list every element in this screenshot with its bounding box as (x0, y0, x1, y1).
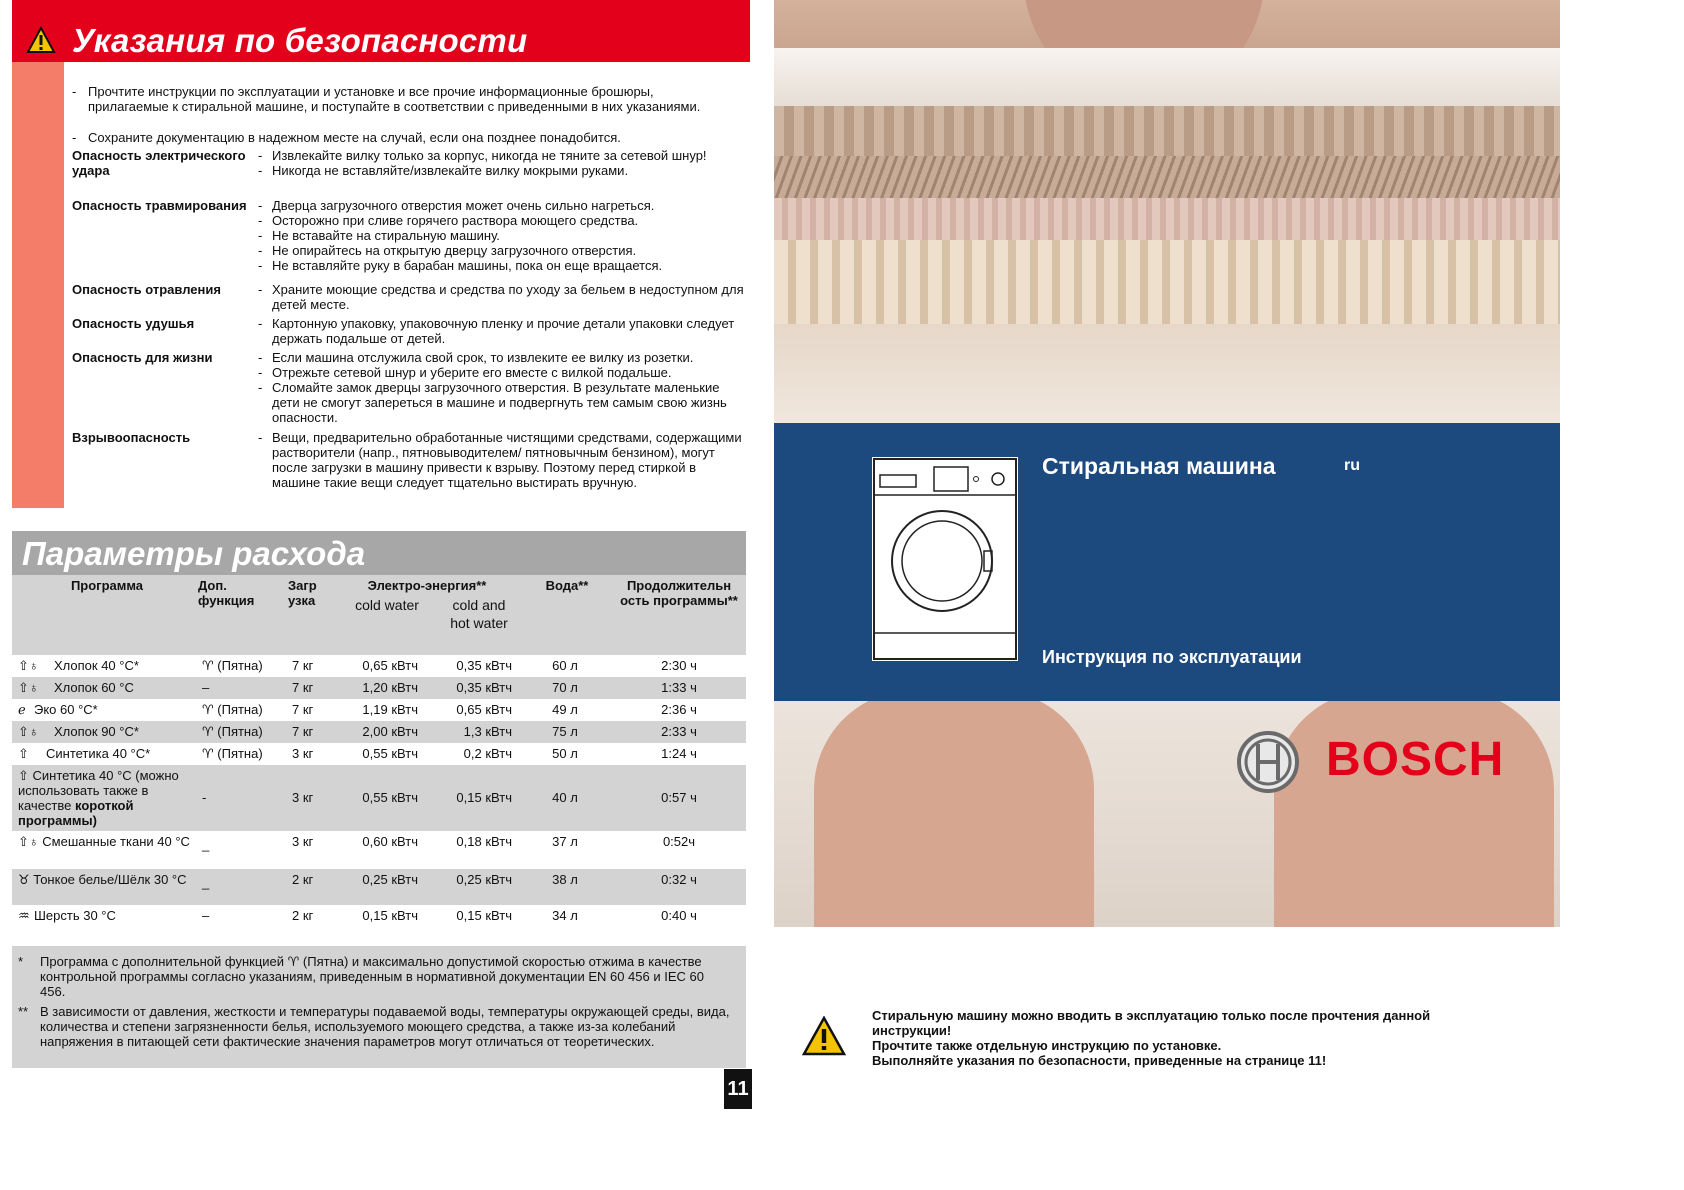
program-icon: ⇧ (18, 768, 29, 783)
right-hand (1274, 690, 1554, 927)
hazard-item: - Если машина отслужила свой срок, то извлеките ее вилку из розетки. (258, 350, 694, 365)
table-row: ⇧♁ Смешанные ткани 40 °C _ 3 кг 0,60 кВтч 0,18 кВтч 37 л 0:52ч (18, 834, 696, 852)
table-row: ♉ Тонкое белье/Шёлк 30 °C _ 2 кг 0,25 кВтч 0,25 кВтч 38 л 0:32 ч (12, 869, 746, 905)
hazard-item: - Отрежьте сетевой шнур и уберите его вместе с вилкой подальше. (258, 365, 672, 380)
table-row: ⇧♁ Хлопок 40 °C* ♈ (Пятна) 7 кг 0,65 кВтч 0,35 кВтч 60 л 2:30 ч (18, 658, 697, 673)
cover-subtitle: Инструкция по эксплуатации (1042, 647, 1302, 667)
hazard-item: - Не вставляйте руку в барабан машины, пока он еще вращается. (258, 258, 663, 273)
towel-layer (774, 106, 1560, 156)
hazard-item: - Никогда не вставляйте/извлекайте вилку мокрыми руками. (258, 163, 629, 178)
table-row: ℯ Эко 60 °C* ♈ (Пятна) 7 кг 1,19 кВтч 0,65 кВтч 49 л 2:36 ч (18, 702, 697, 717)
bosch-armature-icon (1236, 730, 1300, 794)
table-header (12, 575, 746, 655)
hazard-item: - Извлекайте вилку только за корпус, никогда не тяните за сетевой шнур! (258, 148, 707, 163)
washing-machine-illustration (870, 455, 1020, 663)
table-row: ⇧ Синтетика 40 °C* ♈ (Пятна) 3 кг 0,55 кВтч 0,2 кВтч 50 л 1:24 ч (18, 746, 697, 761)
table-row: ⇧♁ Хлопок 60 °C – 7 кг 1,20 кВтч 0,35 кВтч 70 л 1:33 ч (12, 677, 746, 699)
hazard-item: - Не вставайте на стиральную машину. (258, 228, 500, 243)
table-row: ♒ Шерсть 30 °C – 2 кг 0,15 кВтч 0,15 кВтч 34 л 0:40 ч (18, 908, 697, 923)
th-extra: Доп. функция (198, 578, 255, 608)
cover-note: Стиральную машину можно вводить в эксплуатацию только после прочтения данной инструкции! Прочтите также отдельную инструкцию по установке. Выполняйте указания по безопасности, приведенные на странице 11! (872, 1008, 1431, 1068)
safety-sidebar (12, 62, 64, 508)
hazard-item: - Вещи, предварительно обработанные чистящими средствами, содержащими растворители (напр., пятновыводителем/ пятновычным бензином), могут после загрузки в машину привести к взрыву. Поэтому перед стиркой в машине такие вещи следует тщательно выстирать вручную. (258, 430, 742, 490)
brand-name: BOSCH (1326, 733, 1505, 786)
table-row: ⇧♁ Хлопок 90 °C* ♈ (Пятна) 7 кг 2,00 кВтч 1,3 кВтч 75 л 2:33 ч (12, 721, 746, 743)
bosch-logo (1236, 730, 1526, 794)
th-duration: Продолжительн ость программы** (620, 578, 738, 608)
towel-layer (774, 48, 1560, 108)
safety-header (12, 0, 750, 62)
th-load: Загр узка (288, 578, 317, 608)
left-hand (814, 690, 1094, 927)
table-row: ⇧ Синтетика 40 °C (можно использовать также в качестве короткой программы) - 3 кг 0,55 кВтч 0,15 кВтч 40 л 0:57 ч (12, 765, 746, 831)
hazard-item: - Сломайте замок дверцы загрузочного отверстия. В результате маленькие дети не смогут запереться в машине и подвергнуть тем самым свою жизнь опасности. (258, 380, 727, 425)
hazard-item: - Не опирайтесь на открытую дверцу загрузочного отверстия. (258, 243, 637, 258)
washing-machine-icon (872, 457, 1018, 661)
params-title: Параметры расхода (22, 535, 366, 572)
th-coldhot: cold and hot water (450, 597, 508, 631)
towel-layer (774, 240, 1560, 324)
hazard-item: - Картонную упаковку, упаковочную пленку и прочие детали упаковки следует держать подальше от детей. (258, 316, 735, 346)
program-icon: ⇧ (18, 746, 29, 761)
program-icon: ⇧♁ (18, 724, 39, 739)
page-number: 11 (724, 1069, 752, 1109)
safety-title: Указания по безопасности (72, 22, 528, 59)
th-program: Программа (70, 578, 144, 593)
cover-title: Стиральная машина (1042, 453, 1276, 479)
cover-band (774, 423, 1560, 701)
language-code: ru (1344, 457, 1360, 474)
program-icon: ⇧♁ (18, 680, 39, 695)
towel-layer (774, 324, 1560, 423)
th-water: Вода** (545, 578, 589, 593)
towel-layer (774, 198, 1560, 240)
hazard-item: - Осторожно при сливе горячего раствора моющего средства. (258, 213, 639, 228)
towel-layer (774, 156, 1560, 198)
program-icon: ⇧♁ (18, 658, 39, 673)
hazard-item: - Храните моющие средства и средства по уходу за бельем в недоступном для детей месте. (258, 282, 744, 312)
footnote: * Программа с дополнительной функцией ♈ (Пятна) и максимально допустимой скоростью отжима в качестве контрольной программы согласно указаниям, приведенным в нормативной документации EN 60 456 и IEC 60 456. (18, 954, 704, 999)
footnote: ** В зависимости от давления, жесткости и температуры подаваемой воды, температуры окружающей среды, вида, количества и степени загрязненности белья, используемого моющего средства, а также из-за колебаний напряжения в питающей сети фактические значения параметров могут отличаться от теоретических. (18, 1004, 730, 1049)
th-cold: cold water (355, 597, 419, 613)
program-icon: ♒ (18, 908, 30, 923)
warning-icon (26, 26, 56, 54)
program-icon: ⇧♁ (18, 834, 39, 849)
intro-item: - Прочтите инструкции по эксплуатации и установке и все прочие информационные брошюры, прилагаемые к стиральной машине, и поступайте в соответствии с приведенными в них указаниями. (72, 84, 701, 114)
intro-item: - Сохраните документацию в надежном месте на случай, если она позднее понадобится. (72, 130, 621, 145)
program-icon: ℯ (18, 702, 26, 717)
params-header (12, 531, 746, 575)
hazard-item: - Дверца загрузочного отверстия может очень сильно нагреться. (258, 198, 655, 213)
footnotes (12, 946, 746, 1068)
th-energy: Электро-энергия** (367, 578, 487, 593)
warning-icon (802, 1016, 846, 1056)
program-icon: ♉ (18, 872, 30, 887)
